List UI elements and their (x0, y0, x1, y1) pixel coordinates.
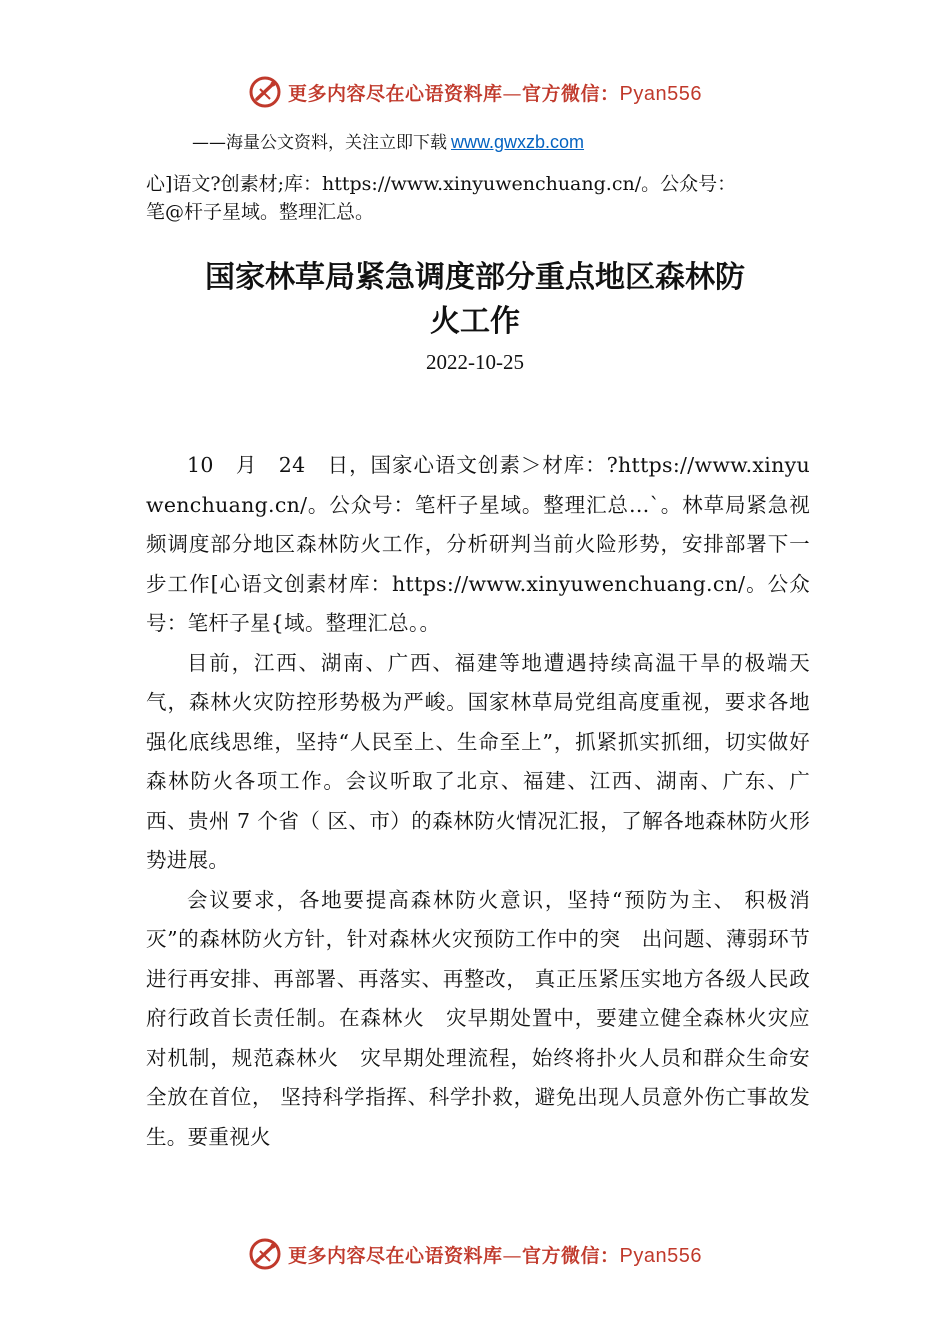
download-promo-line (192, 128, 584, 153)
title-line: 火工作 (430, 304, 520, 339)
banner-official-label: 官方微信： (522, 82, 620, 105)
article-body (146, 446, 810, 1157)
banner-main-text: 更多内容尽在心语资料库 (288, 1244, 503, 1267)
banner-main-text: 更多内容尽在心语资料库 (288, 82, 503, 105)
footer-banner (0, 1234, 950, 1274)
promo-text: ——海量公文资料，关注立即下载 (192, 133, 447, 153)
paragraph: 目前，江西、湖南、广西、福建等地遭遇持续高温干旱的极端天气，森林火灾防控形势极为严峻。国家林草局党组高度重视，要求各地强化底线思维，坚持“人民至上、生命至上”，抓紧抓实抓细，切实做好森林防火各项工作。会议听取了北京、福建、江西、湖南、广东、广西、贵州 7 个省（ 区、市）的森林防火情况汇报，了解各地森林防火形势进展。 (146, 650, 810, 872)
article-title (0, 256, 950, 344)
banner-text (288, 79, 702, 106)
banner-wechat-id: Pyan556 (619, 1244, 702, 1267)
header-banner (0, 72, 950, 112)
source-notice (146, 170, 858, 226)
brush-circle-logo-icon (248, 1237, 282, 1271)
title-line: 国家林草局紧急调度部分重点地区森林防 (205, 260, 745, 295)
banner-wechat-id: Pyan556 (619, 82, 702, 105)
banner-dash: — (502, 1244, 523, 1267)
article-date: 2022-10-25 (426, 350, 524, 374)
paragraph: 会议要求，各地要提高森林防火意识，坚持“预防为主、 积极消灭”的森林防火方针，针对森林火灾预防工作中的突 出问题、薄弱环节进行再安排、再部署、再落实、再整改， 真正压紧压实地方各级人民政府行政首长责任制。在森林火 灾早期处置中，要建立健全森林火灾应对机制，规范森林火 灾早期处理流程，始终将扑火人员和群众生命安全放在首位， 坚持科学指挥、科学扑救，避免出现人员意外伤亡事故发生。要重视火 (146, 887, 810, 1149)
paragraph: 10 月 24 日，国家心语文创素＞材库：?https://www.xinyuwenchuang.cn/。公众号：笔杆子星域。整理汇总…`。林草局紧急视频调度部分地区森林防火工作，分析研判当前火险形势，安排部署下一步工作[心语文创素材库：https://www.xinyuwenchuang.cn/。公众号：笔杆子星{域。整理汇总。。 (146, 453, 810, 635)
brush-circle-logo-icon (248, 75, 282, 109)
banner-official-label: 官方微信： (522, 1244, 620, 1267)
banner-text (288, 1241, 702, 1268)
banner-dash: — (502, 82, 523, 105)
notice-line: 笔@杆子星域。整理汇总。 (146, 201, 375, 223)
gwxzb-link[interactable]: www.gwxzb.com (451, 132, 585, 152)
notice-line: 心]语文?创素材;库：https://www.xinyuwenchuang.cn/。公众号： (146, 173, 737, 195)
